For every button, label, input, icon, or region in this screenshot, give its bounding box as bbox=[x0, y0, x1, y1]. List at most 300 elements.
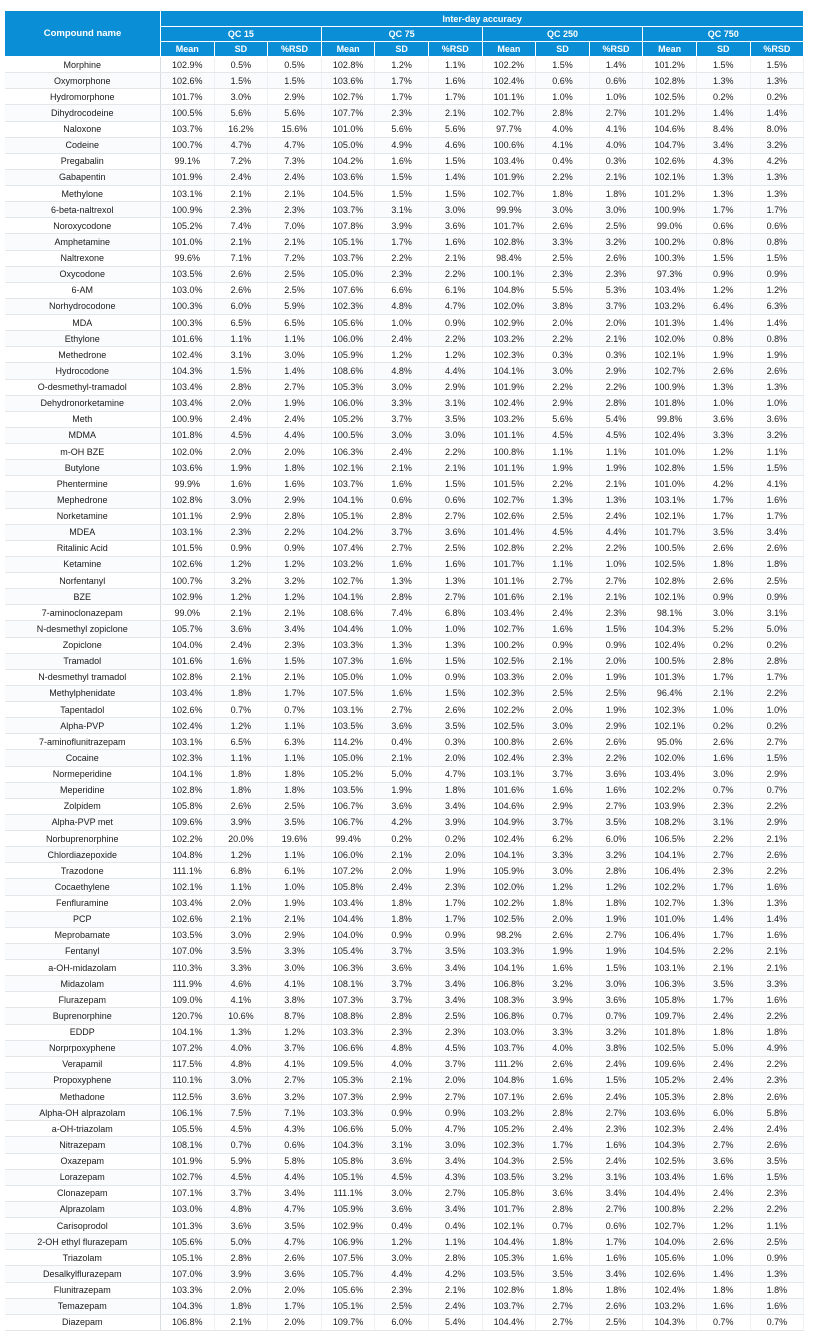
qc15-rsd-cell: 2.4% bbox=[268, 169, 322, 185]
qc15-mean-cell: 103.4% bbox=[161, 685, 215, 701]
qc15-rsd-cell: 6.1% bbox=[268, 863, 322, 879]
qc250-rsd-cell: 2.3% bbox=[589, 1121, 643, 1137]
qc750-rsd-cell: 2.1% bbox=[750, 960, 804, 976]
qc75-sd-cell: 3.6% bbox=[375, 798, 429, 814]
qc750-sd-cell: 2.7% bbox=[696, 1137, 750, 1153]
table-row bbox=[5, 121, 804, 137]
qc15-mean-cell: 101.0% bbox=[161, 234, 215, 250]
qc750-sd-cell: 1.3% bbox=[696, 73, 750, 89]
qc250-sd-cell: 1.3% bbox=[536, 492, 590, 508]
table-row bbox=[5, 718, 804, 734]
qc75-rsd-cell: 4.7% bbox=[428, 298, 482, 314]
qc250-rsd-cell: 2.1% bbox=[589, 589, 643, 605]
qc250-sd-cell: 6.2% bbox=[536, 831, 590, 847]
qc15-rsd-cell: 1.1% bbox=[268, 847, 322, 863]
qc15-rsd-cell: 3.4% bbox=[268, 1185, 322, 1201]
mean-header: Mean bbox=[643, 42, 697, 57]
qc250-rsd-cell: 1.6% bbox=[589, 782, 643, 798]
qc15-rsd-cell: 3.2% bbox=[268, 1089, 322, 1105]
qc250-mean-cell: 104.1% bbox=[482, 847, 536, 863]
qc750-sd-cell: 1.7% bbox=[696, 492, 750, 508]
qc15-rsd-cell: 2.6% bbox=[268, 1250, 322, 1266]
compound-name-cell: EDDP bbox=[5, 1024, 161, 1040]
qc250-sd-cell: 2.6% bbox=[536, 1089, 590, 1105]
qc75-rsd-cell: 2.3% bbox=[428, 879, 482, 895]
qc75-mean-cell: 107.5% bbox=[321, 685, 375, 701]
qc250-rsd-cell: 3.0% bbox=[589, 976, 643, 992]
qc75-mean-cell: 107.6% bbox=[321, 282, 375, 298]
qc75-rsd-cell: 3.6% bbox=[428, 524, 482, 540]
qc75-sd-cell: 3.7% bbox=[375, 524, 429, 540]
qc15-rsd-cell: 1.9% bbox=[268, 895, 322, 911]
compound-name-cell: 6-AM bbox=[5, 282, 161, 298]
qc750-sd-cell: 2.6% bbox=[696, 573, 750, 589]
compound-name-cell: Zolpidem bbox=[5, 798, 161, 814]
table-row bbox=[5, 943, 804, 959]
qc15-mean-cell: 104.0% bbox=[161, 637, 215, 653]
qc750-mean-cell: 102.4% bbox=[643, 637, 697, 653]
qc75-sd-cell: 0.2% bbox=[375, 831, 429, 847]
compound-name-cell: Meperidine bbox=[5, 782, 161, 798]
qc250-mean-cell: 100.8% bbox=[482, 444, 536, 460]
qc750-mean-cell: 102.2% bbox=[643, 782, 697, 798]
qc250-sd-cell: 2.2% bbox=[536, 169, 590, 185]
qc750-rsd-cell: 1.3% bbox=[750, 186, 804, 202]
qc75-rsd-cell: 3.4% bbox=[428, 1153, 482, 1169]
qc15-mean-cell: 107.0% bbox=[161, 1266, 215, 1282]
qc750-sd-cell: 0.6% bbox=[696, 218, 750, 234]
qc75-mean-cell: 105.8% bbox=[321, 1153, 375, 1169]
qc75-mean-cell: 99.4% bbox=[321, 831, 375, 847]
table-row bbox=[5, 1072, 804, 1088]
table-row bbox=[5, 621, 804, 637]
qc250-rsd-cell: 2.7% bbox=[589, 1105, 643, 1121]
qc15-sd-cell: 2.1% bbox=[214, 911, 268, 927]
compound-name-cell: Amphetamine bbox=[5, 234, 161, 250]
qc250-mean-cell: 100.2% bbox=[482, 637, 536, 653]
compound-name-cell: Fentanyl bbox=[5, 943, 161, 959]
qc750-mean-cell: 101.8% bbox=[643, 1024, 697, 1040]
qc250-rsd-cell: 2.9% bbox=[589, 718, 643, 734]
qc75-mean-cell: 103.2% bbox=[321, 556, 375, 572]
qc250-rsd-cell: 2.9% bbox=[589, 363, 643, 379]
qc750-sd-cell: 1.6% bbox=[696, 1169, 750, 1185]
qc75-mean-cell: 105.0% bbox=[321, 266, 375, 282]
qc250-rsd-cell: 2.6% bbox=[589, 1298, 643, 1314]
qc250-rsd-cell: 1.4% bbox=[589, 57, 643, 73]
compound-name-cell: a-OH-midazolam bbox=[5, 960, 161, 976]
qc75-rsd-cell: 3.0% bbox=[428, 427, 482, 443]
qc250-rsd-cell: 2.4% bbox=[589, 1089, 643, 1105]
qc15-sd-cell: 1.9% bbox=[214, 460, 268, 476]
qc75-sd-cell: 5.0% bbox=[375, 766, 429, 782]
qc75-mean-cell: 102.3% bbox=[321, 298, 375, 314]
qc-level-header: QC 75 bbox=[321, 27, 482, 42]
qc75-rsd-cell: 0.9% bbox=[428, 669, 482, 685]
table-row bbox=[5, 218, 804, 234]
qc75-rsd-cell: 3.0% bbox=[428, 1137, 482, 1153]
qc750-rsd-cell: 1.2% bbox=[750, 282, 804, 298]
qc75-rsd-cell: 1.4% bbox=[428, 169, 482, 185]
qc75-sd-cell: 2.8% bbox=[375, 589, 429, 605]
table-row bbox=[5, 444, 804, 460]
qc15-mean-cell: 104.8% bbox=[161, 847, 215, 863]
qc75-rsd-cell: 1.7% bbox=[428, 895, 482, 911]
qc75-sd-cell: 1.6% bbox=[375, 556, 429, 572]
qc250-rsd-cell: 5.4% bbox=[589, 411, 643, 427]
qc75-mean-cell: 108.1% bbox=[321, 976, 375, 992]
qc75-mean-cell: 105.2% bbox=[321, 411, 375, 427]
table-row bbox=[5, 250, 804, 266]
qc750-mean-cell: 102.3% bbox=[643, 702, 697, 718]
qc15-sd-cell: 2.1% bbox=[214, 186, 268, 202]
qc75-rsd-cell: 1.0% bbox=[428, 621, 482, 637]
qc75-rsd-cell: 0.6% bbox=[428, 492, 482, 508]
qc250-rsd-cell: 2.7% bbox=[589, 1201, 643, 1217]
qc750-sd-cell: 1.7% bbox=[696, 992, 750, 1008]
qc750-rsd-cell: 1.5% bbox=[750, 250, 804, 266]
qc75-sd-cell: 3.0% bbox=[375, 379, 429, 395]
qc75-sd-cell: 0.4% bbox=[375, 734, 429, 750]
qc15-sd-cell: 1.8% bbox=[214, 685, 268, 701]
qc250-sd-cell: 1.0% bbox=[536, 89, 590, 105]
qc15-mean-cell: 101.7% bbox=[161, 89, 215, 105]
table-row bbox=[5, 266, 804, 282]
qc750-mean-cell: 101.7% bbox=[643, 524, 697, 540]
qc750-sd-cell: 1.7% bbox=[696, 508, 750, 524]
mean-header: Mean bbox=[321, 42, 375, 57]
qc250-rsd-cell: 1.3% bbox=[589, 492, 643, 508]
qc750-sd-cell: 1.5% bbox=[696, 460, 750, 476]
table-row bbox=[5, 1121, 804, 1137]
qc750-mean-cell: 109.7% bbox=[643, 1008, 697, 1024]
qc250-sd-cell: 3.2% bbox=[536, 1169, 590, 1185]
sd-header: SD bbox=[375, 42, 429, 57]
compound-name-cell: Diazepam bbox=[5, 1314, 161, 1330]
qc75-mean-cell: 107.4% bbox=[321, 540, 375, 556]
qc15-sd-cell: 3.7% bbox=[214, 1185, 268, 1201]
qc250-sd-cell: 3.3% bbox=[536, 234, 590, 250]
qc75-rsd-cell: 0.4% bbox=[428, 1218, 482, 1234]
qc250-rsd-cell: 0.3% bbox=[589, 153, 643, 169]
qc750-rsd-cell: 1.3% bbox=[750, 73, 804, 89]
qc15-mean-cell: 111.9% bbox=[161, 976, 215, 992]
qc750-sd-cell: 1.0% bbox=[696, 395, 750, 411]
compound-name-cell: Hydromorphone bbox=[5, 89, 161, 105]
qc75-rsd-cell: 0.9% bbox=[428, 315, 482, 331]
qc15-rsd-cell: 2.5% bbox=[268, 266, 322, 282]
qc75-rsd-cell: 3.4% bbox=[428, 960, 482, 976]
qc250-sd-cell: 2.9% bbox=[536, 395, 590, 411]
table-body bbox=[5, 57, 804, 1331]
qc250-sd-cell: 2.7% bbox=[536, 1298, 590, 1314]
qc15-rsd-cell: 7.1% bbox=[268, 1105, 322, 1121]
qc250-mean-cell: 100.1% bbox=[482, 266, 536, 282]
qc750-rsd-cell: 1.0% bbox=[750, 702, 804, 718]
qc750-mean-cell: 101.3% bbox=[643, 669, 697, 685]
qc750-sd-cell: 0.7% bbox=[696, 1314, 750, 1330]
qc75-sd-cell: 1.7% bbox=[375, 89, 429, 105]
compound-name-cell: Alpha-PVP bbox=[5, 718, 161, 734]
qc15-rsd-cell: 1.1% bbox=[268, 718, 322, 734]
qc750-mean-cell: 104.7% bbox=[643, 137, 697, 153]
qc15-sd-cell: 2.8% bbox=[214, 379, 268, 395]
qc15-rsd-cell: 4.7% bbox=[268, 1201, 322, 1217]
qc250-mean-cell: 105.8% bbox=[482, 1185, 536, 1201]
table-row bbox=[5, 105, 804, 121]
qc750-rsd-cell: 2.6% bbox=[750, 1089, 804, 1105]
qc750-sd-cell: 3.6% bbox=[696, 1153, 750, 1169]
compound-name-cell: Methedrone bbox=[5, 347, 161, 363]
qc75-mean-cell: 102.1% bbox=[321, 460, 375, 476]
qc250-sd-cell: 2.1% bbox=[536, 589, 590, 605]
qc75-mean-cell: 105.2% bbox=[321, 766, 375, 782]
qc15-sd-cell: 10.6% bbox=[214, 1008, 268, 1024]
qc750-sd-cell: 1.8% bbox=[696, 556, 750, 572]
qc15-sd-cell: 0.9% bbox=[214, 540, 268, 556]
qc750-mean-cell: 105.8% bbox=[643, 992, 697, 1008]
qc250-sd-cell: 4.5% bbox=[536, 524, 590, 540]
compound-name-cell: Lorazepam bbox=[5, 1169, 161, 1185]
qc15-rsd-cell: 1.1% bbox=[268, 750, 322, 766]
qc250-mean-cell: 105.2% bbox=[482, 1121, 536, 1137]
qc250-rsd-cell: 3.5% bbox=[589, 814, 643, 830]
qc75-rsd-cell: 4.7% bbox=[428, 766, 482, 782]
table-row bbox=[5, 960, 804, 976]
qc750-mean-cell: 103.6% bbox=[643, 1105, 697, 1121]
qc75-rsd-cell: 3.5% bbox=[428, 718, 482, 734]
qc750-sd-cell: 3.5% bbox=[696, 976, 750, 992]
qc15-rsd-cell: 1.0% bbox=[268, 879, 322, 895]
qc15-sd-cell: 7.2% bbox=[214, 153, 268, 169]
qc15-rsd-cell: 1.7% bbox=[268, 685, 322, 701]
qc75-mean-cell: 104.3% bbox=[321, 1137, 375, 1153]
qc250-mean-cell: 102.0% bbox=[482, 298, 536, 314]
qc15-mean-cell: 99.0% bbox=[161, 605, 215, 621]
table-row bbox=[5, 1218, 804, 1234]
qc15-rsd-cell: 2.4% bbox=[268, 411, 322, 427]
qc750-rsd-cell: 1.3% bbox=[750, 895, 804, 911]
compound-name-cell: 7-aminoflunitrazepam bbox=[5, 734, 161, 750]
compound-name-cell: Norhydrocodone bbox=[5, 298, 161, 314]
qc750-sd-cell: 1.6% bbox=[696, 1298, 750, 1314]
compound-name-cell: Zopiclone bbox=[5, 637, 161, 653]
qc750-mean-cell: 105.2% bbox=[643, 1072, 697, 1088]
qc750-sd-cell: 2.3% bbox=[696, 798, 750, 814]
qc15-sd-cell: 6.5% bbox=[214, 734, 268, 750]
qc750-sd-cell: 2.1% bbox=[696, 685, 750, 701]
qc15-sd-cell: 2.0% bbox=[214, 444, 268, 460]
compound-name-cell: MDA bbox=[5, 315, 161, 331]
qc750-rsd-cell: 5.8% bbox=[750, 1105, 804, 1121]
qc750-mean-cell: 102.0% bbox=[643, 750, 697, 766]
qc250-mean-cell: 102.3% bbox=[482, 685, 536, 701]
qc250-sd-cell: 5.6% bbox=[536, 411, 590, 427]
qc15-rsd-cell: 7.2% bbox=[268, 250, 322, 266]
compound-name-cell: MDMA bbox=[5, 427, 161, 443]
qc750-rsd-cell: 2.9% bbox=[750, 766, 804, 782]
qc250-mean-cell: 103.3% bbox=[482, 943, 536, 959]
qc75-mean-cell: 105.1% bbox=[321, 1169, 375, 1185]
qc250-mean-cell: 111.2% bbox=[482, 1056, 536, 1072]
qc750-mean-cell: 101.0% bbox=[643, 444, 697, 460]
table-row bbox=[5, 669, 804, 685]
qc15-mean-cell: 105.7% bbox=[161, 621, 215, 637]
qc15-sd-cell: 2.0% bbox=[214, 895, 268, 911]
qc750-sd-cell: 1.3% bbox=[696, 895, 750, 911]
qc250-sd-cell: 0.9% bbox=[536, 637, 590, 653]
qc15-sd-cell: 1.2% bbox=[214, 847, 268, 863]
qc250-rsd-cell: 1.9% bbox=[589, 460, 643, 476]
qc750-sd-cell: 6.0% bbox=[696, 1105, 750, 1121]
qc250-mean-cell: 102.5% bbox=[482, 911, 536, 927]
compound-name-cell: N-desmethyl zopiclone bbox=[5, 621, 161, 637]
qc250-sd-cell: 3.3% bbox=[536, 1024, 590, 1040]
qc250-sd-cell: 3.0% bbox=[536, 718, 590, 734]
qc15-rsd-cell: 3.7% bbox=[268, 1040, 322, 1056]
qc750-rsd-cell: 4.1% bbox=[750, 476, 804, 492]
qc250-mean-cell: 107.1% bbox=[482, 1089, 536, 1105]
qc75-mean-cell: 107.5% bbox=[321, 1250, 375, 1266]
qc250-rsd-cell: 2.3% bbox=[589, 605, 643, 621]
qc15-sd-cell: 6.8% bbox=[214, 863, 268, 879]
qc15-rsd-cell: 0.9% bbox=[268, 540, 322, 556]
qc750-rsd-cell: 1.5% bbox=[750, 750, 804, 766]
qc750-mean-cell: 102.0% bbox=[643, 331, 697, 347]
qc750-mean-cell: 103.2% bbox=[643, 298, 697, 314]
qc250-mean-cell: 101.9% bbox=[482, 379, 536, 395]
qc750-mean-cell: 103.1% bbox=[643, 492, 697, 508]
qc75-sd-cell: 1.6% bbox=[375, 653, 429, 669]
qc15-sd-cell: 5.9% bbox=[214, 1153, 268, 1169]
qc750-sd-cell: 5.0% bbox=[696, 1040, 750, 1056]
qc75-sd-cell: 5.6% bbox=[375, 121, 429, 137]
table-row bbox=[5, 427, 804, 443]
qc750-rsd-cell: 1.4% bbox=[750, 315, 804, 331]
qc250-sd-cell: 2.5% bbox=[536, 250, 590, 266]
qc750-sd-cell: 1.7% bbox=[696, 927, 750, 943]
qc750-mean-cell: 102.7% bbox=[643, 1218, 697, 1234]
qc750-rsd-cell: 2.6% bbox=[750, 847, 804, 863]
qc750-mean-cell: 109.6% bbox=[643, 1056, 697, 1072]
qc75-mean-cell: 100.5% bbox=[321, 427, 375, 443]
qc750-rsd-cell: 2.1% bbox=[750, 943, 804, 959]
qc750-sd-cell: 0.7% bbox=[696, 782, 750, 798]
qc750-mean-cell: 106.3% bbox=[643, 976, 697, 992]
qc250-rsd-cell: 1.8% bbox=[589, 186, 643, 202]
qc250-mean-cell: 104.9% bbox=[482, 814, 536, 830]
qc250-rsd-cell: 3.6% bbox=[589, 992, 643, 1008]
qc250-mean-cell: 102.4% bbox=[482, 395, 536, 411]
qc15-sd-cell: 4.8% bbox=[214, 1201, 268, 1217]
qc15-rsd-cell: 6.3% bbox=[268, 734, 322, 750]
qc250-mean-cell: 104.8% bbox=[482, 1072, 536, 1088]
table-row bbox=[5, 573, 804, 589]
qc75-sd-cell: 2.1% bbox=[375, 847, 429, 863]
qc15-mean-cell: 105.5% bbox=[161, 1121, 215, 1137]
qc250-mean-cell: 98.4% bbox=[482, 250, 536, 266]
compound-name-cell: m-OH BZE bbox=[5, 444, 161, 460]
qc15-sd-cell: 6.0% bbox=[214, 298, 268, 314]
qc250-mean-cell: 102.4% bbox=[482, 831, 536, 847]
qc750-mean-cell: 105.3% bbox=[643, 1089, 697, 1105]
qc15-rsd-cell: 4.1% bbox=[268, 1056, 322, 1072]
qc75-mean-cell: 103.5% bbox=[321, 782, 375, 798]
compound-name-cell: a-OH-triazolam bbox=[5, 1121, 161, 1137]
qc75-mean-cell: 108.6% bbox=[321, 363, 375, 379]
qc750-rsd-cell: 0.7% bbox=[750, 782, 804, 798]
qc750-mean-cell: 104.3% bbox=[643, 1314, 697, 1330]
qc250-sd-cell: 2.3% bbox=[536, 266, 590, 282]
qc250-rsd-cell: 3.1% bbox=[589, 1169, 643, 1185]
qc250-sd-cell: 2.7% bbox=[536, 1314, 590, 1330]
qc75-mean-cell: 106.7% bbox=[321, 814, 375, 830]
qc750-mean-cell: 104.1% bbox=[643, 847, 697, 863]
qc250-mean-cell: 102.1% bbox=[482, 1218, 536, 1234]
qc750-mean-cell: 100.3% bbox=[643, 250, 697, 266]
qc750-mean-cell: 104.0% bbox=[643, 1234, 697, 1250]
qc750-sd-cell: 1.2% bbox=[696, 1218, 750, 1234]
table-row bbox=[5, 395, 804, 411]
qc15-rsd-cell: 2.5% bbox=[268, 798, 322, 814]
qc15-sd-cell: 4.6% bbox=[214, 976, 268, 992]
qc75-rsd-cell: 2.4% bbox=[428, 1298, 482, 1314]
qc250-mean-cell: 103.1% bbox=[482, 766, 536, 782]
table-row bbox=[5, 1105, 804, 1121]
qc15-rsd-cell: 2.0% bbox=[268, 444, 322, 460]
qc15-mean-cell: 101.6% bbox=[161, 331, 215, 347]
qc750-mean-cell: 103.4% bbox=[643, 282, 697, 298]
rsd-header: %RSD bbox=[750, 42, 804, 57]
qc750-mean-cell: 102.1% bbox=[643, 347, 697, 363]
table-row bbox=[5, 508, 804, 524]
inter-day-accuracy-table-container bbox=[4, 10, 804, 1331]
qc15-mean-cell: 100.3% bbox=[161, 298, 215, 314]
qc250-mean-cell: 102.5% bbox=[482, 718, 536, 734]
table-row bbox=[5, 1282, 804, 1298]
qc250-rsd-cell: 6.0% bbox=[589, 831, 643, 847]
qc250-rsd-cell: 2.7% bbox=[589, 573, 643, 589]
qc15-sd-cell: 7.1% bbox=[214, 250, 268, 266]
qc750-rsd-cell: 0.9% bbox=[750, 1250, 804, 1266]
qc75-sd-cell: 6.6% bbox=[375, 282, 429, 298]
qc75-mean-cell: 105.7% bbox=[321, 1266, 375, 1282]
compound-name-cell: Methadone bbox=[5, 1089, 161, 1105]
qc750-mean-cell: 102.1% bbox=[643, 169, 697, 185]
qc15-rsd-cell: 3.4% bbox=[268, 621, 322, 637]
qc250-rsd-cell: 1.5% bbox=[589, 1072, 643, 1088]
qc750-rsd-cell: 2.2% bbox=[750, 1201, 804, 1217]
qc15-mean-cell: 105.8% bbox=[161, 798, 215, 814]
qc750-mean-cell: 102.1% bbox=[643, 718, 697, 734]
table-row bbox=[5, 556, 804, 572]
qc15-rsd-cell: 2.2% bbox=[268, 524, 322, 540]
qc250-sd-cell: 4.0% bbox=[536, 1040, 590, 1056]
qc250-mean-cell: 101.1% bbox=[482, 573, 536, 589]
compound-name-cell: Propoxyphene bbox=[5, 1072, 161, 1088]
qc15-mean-cell: 103.1% bbox=[161, 186, 215, 202]
qc750-sd-cell: 1.4% bbox=[696, 315, 750, 331]
qc75-rsd-cell: 1.5% bbox=[428, 476, 482, 492]
qc750-sd-cell: 3.0% bbox=[696, 766, 750, 782]
qc750-sd-cell: 2.4% bbox=[696, 1008, 750, 1024]
table-row bbox=[5, 814, 804, 830]
qc15-mean-cell: 100.9% bbox=[161, 411, 215, 427]
qc750-mean-cell: 106.4% bbox=[643, 927, 697, 943]
table-row bbox=[5, 734, 804, 750]
compound-name-cell: Methylphenidate bbox=[5, 685, 161, 701]
qc15-mean-cell: 105.2% bbox=[161, 218, 215, 234]
